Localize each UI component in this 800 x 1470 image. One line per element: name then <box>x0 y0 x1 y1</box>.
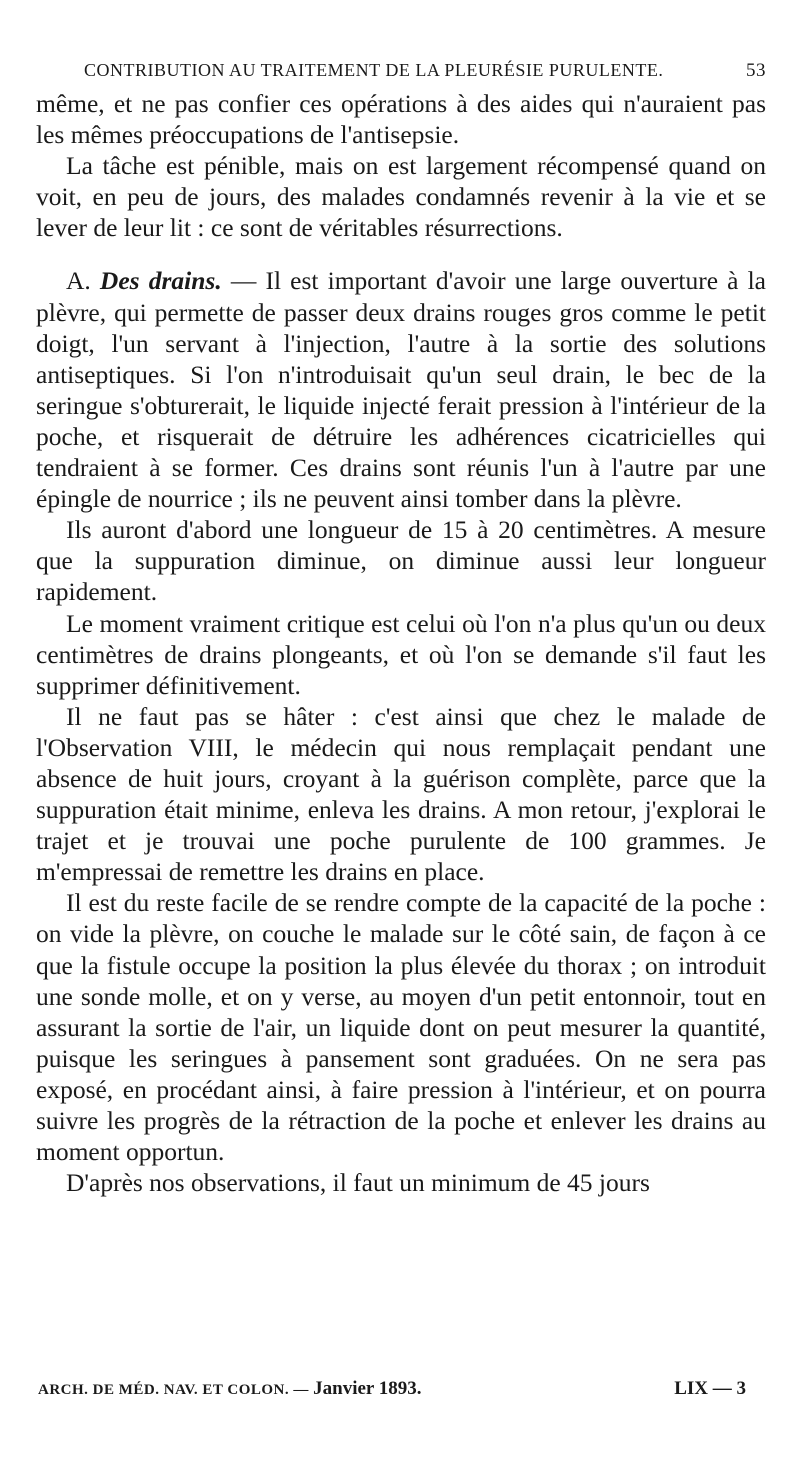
footer-citation <box>38 1378 422 1400</box>
body-text <box>36 88 766 1198</box>
paragraph-6: Il ne faut pas se hâter : c'est ainsi que chez le malade de l'Observation VIII, le médecin qui nous remplaçait pendant une absence de huit jours, croyant à la guérison complète, parce que la suppuration était minime, enleva les drains. A mon retour, j'explorai le trajet et je trouvai une poche purulente de 100 grammes. Je m'empressai de remettre les drains en place. <box>36 701 766 887</box>
footer-signature: LIX — 3 <box>674 1378 746 1399</box>
running-title: CONTRIBUTION AU TRAITEMENT DE LA PLEURÉSIE PURULENTE. <box>84 60 664 80</box>
section-body: — Il est important d'avoir une large ouverture à la plèvre, qui permette de passer deux drains rouges gros comme le petit doigt, l'un servant à l'injection, l'autre à la sortie des solutions antiseptiques. Si l'on n'introduisait qu'un seul drain, le bec de la seringue s'obturerait, le liquide injecté ferait pression à l'intérieur de la poche, et risquerait de détruire les adhérences cicatricielles qui tendraient à se former. Ces drains sont réunis l'un à l'autre par une épingle de nourrice ; ils ne peuvent ainsi tomber dans la plèvre. <box>36 266 766 514</box>
paragraph-5: Le moment vraiment critique est celui où l'on n'a plus qu'un ou deux centimètres de drains plongeants, et où l'on se demande s'il faut les supprimer définitivement. <box>36 608 766 700</box>
paragraph-8: D'après nos observations, il faut un minimum de 45 jours <box>66 1168 650 1198</box>
section-title: Des drains. <box>99 266 222 296</box>
footer-journal: ARCH. DE MÉD. NAV. ET COLON. — <box>38 1382 309 1398</box>
paragraph-section-a <box>36 265 766 514</box>
page-number: 53 <box>746 60 766 81</box>
footer-date: Janvier 1893. <box>313 1378 422 1399</box>
paragraph-4: Ils auront d'abord une longueur de 15 à 20 centimètres. A mesure que la suppuration diminue, on diminue aussi leur longueur rapidement. <box>36 515 766 607</box>
paragraph-1: même, et ne pas confier ces opérations à des aides qui n'auraient pas les mêmes préoccupations de l'antisepsie. <box>36 89 766 150</box>
section-letter: A. <box>66 266 91 296</box>
document-page <box>36 60 766 1198</box>
paragraph-7: Il est du reste facile de se rendre compte de la capacité de la poche : on vide la plèvre, on couche le malade sur le côté sain, de façon à ce que la fistule occupe la position la plus élevée du thorax ; on introduit une sonde molle, et on y verse, au moyen d'un petit entonnoir, tout en assurant la sortie de l'air, un liquide dont on peut mesurer la quantité, puisque les seringues à pansement sont graduées. On ne sera pas exposé, en procédant ainsi, à faire pression à l'intérieur, et on pourra suivre les progrès de la rétraction de la poche et enlever les drains au moment opportun. <box>36 888 766 1167</box>
running-header <box>36 60 766 82</box>
paragraph-2: La tâche est pénible, mais on est largement récompensé quand on voit, en peu de jours, des malades condamnés revenir à la vie et se lever de leur lit : ce sont de véritables résurrections. <box>36 151 766 243</box>
page-footer <box>38 1378 746 1400</box>
